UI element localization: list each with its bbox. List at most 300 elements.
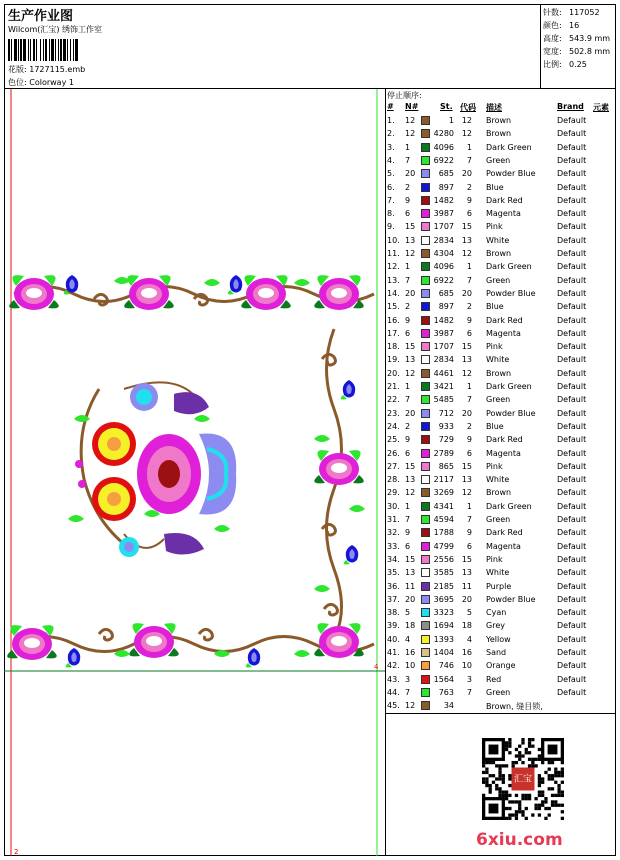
row-stitches: 4096 — [433, 262, 454, 272]
row-stitches: 2185 — [433, 581, 454, 591]
color-swatch — [421, 582, 430, 591]
row-description: Dark Green — [486, 501, 532, 511]
color-swatch — [421, 209, 430, 218]
row-index: 30. — [387, 501, 400, 511]
row-description: Powder Blue — [486, 408, 536, 418]
row-brand: Default — [557, 448, 587, 458]
row-needle: 10 — [405, 661, 416, 671]
row-brand: Default — [557, 182, 587, 192]
row-needle: 18 — [405, 621, 416, 631]
row-stitches: 1564 — [433, 674, 454, 684]
barcode — [8, 39, 118, 61]
row-stitches: 897 — [438, 182, 454, 192]
row-stitches: 3585 — [433, 568, 454, 578]
row-brand: Default — [557, 169, 587, 179]
row-stitches: 4096 — [433, 142, 454, 152]
row-brand: Default — [557, 648, 587, 657]
row-description: White — [486, 475, 510, 485]
col-element-header: 元素 — [593, 103, 609, 112]
stat-width: 宽度: 502.8 mm — [543, 47, 611, 56]
row-code: 4 — [466, 634, 472, 644]
legend-row — [386, 501, 616, 514]
row-brand: Default — [557, 488, 587, 498]
row-description: Powder Blue — [486, 594, 536, 604]
col-stitches-header: St. — [440, 102, 453, 111]
row-code: 9 — [466, 315, 472, 325]
row-code: 1 — [466, 262, 472, 272]
row-needle: 1 — [405, 142, 411, 152]
row-stitches: 5485 — [433, 395, 454, 405]
right-border — [314, 329, 365, 639]
row-description: Green — [486, 395, 511, 405]
row-stitches: 4594 — [433, 515, 454, 524]
row-brand: Default — [557, 581, 587, 591]
row-stitches: 2834 — [433, 235, 454, 245]
row-index: 21. — [387, 382, 400, 391]
row-code: 12 — [461, 129, 472, 139]
color-swatch — [421, 542, 430, 551]
qr-code — [482, 738, 564, 820]
row-brand: Default — [557, 209, 587, 219]
color-swatch — [421, 462, 430, 471]
row-index: 17. — [387, 328, 400, 338]
row-code: 15 — [461, 461, 472, 471]
legend-row — [386, 687, 616, 700]
row-needle: 7 — [405, 687, 411, 697]
marker-bottom: 2 — [14, 848, 19, 856]
thread-legend — [386, 89, 616, 713]
row-needle: 2 — [405, 302, 411, 312]
row-stitches: 3323 — [433, 608, 454, 618]
row-brand: Default — [557, 342, 587, 352]
row-description: Green — [486, 275, 511, 285]
row-needle: 13 — [405, 568, 416, 578]
marker-top: 4 — [374, 663, 379, 671]
row-brand: Default — [557, 674, 587, 684]
legend-row — [386, 142, 616, 155]
row-needle: 1 — [405, 382, 411, 391]
row-description: Pink — [486, 222, 503, 232]
color-swatch — [421, 595, 430, 604]
row-stitches: 3269 — [433, 488, 454, 498]
row-code: 13 — [461, 568, 472, 578]
row-stitches: 685 — [438, 169, 454, 179]
row-needle: 15 — [405, 554, 416, 564]
color-swatch — [421, 289, 430, 298]
color-swatch — [421, 502, 430, 511]
row-description: Pink — [486, 461, 503, 471]
row-stitches: 1707 — [433, 222, 454, 232]
row-brand: Default — [557, 687, 587, 697]
row-index: 35. — [387, 568, 400, 578]
legend-row — [386, 554, 616, 567]
row-index: 20. — [387, 368, 400, 378]
color-swatch — [421, 555, 430, 564]
row-index: 12. — [387, 262, 400, 272]
legend-row — [386, 634, 616, 647]
row-description: Magenta — [486, 541, 521, 551]
row-stitches: 4799 — [433, 541, 454, 551]
stat-height: 高度: 543.9 mm — [543, 34, 611, 43]
row-stitches: 2789 — [433, 448, 454, 458]
row-code: 15 — [461, 222, 472, 232]
legend-row — [386, 115, 616, 128]
row-stitches: 897 — [438, 302, 454, 312]
row-stitches: 1707 — [433, 342, 454, 352]
row-description: Brown — [486, 116, 512, 125]
colorway-value: Colorway 1 — [29, 78, 74, 87]
color-swatch — [421, 355, 430, 364]
color-swatch — [421, 156, 430, 165]
row-description: Dark Red — [486, 528, 523, 538]
row-index: 34. — [387, 554, 400, 564]
row-index: 22. — [387, 395, 400, 405]
row-description: Magenta — [486, 448, 521, 458]
row-description: Powder Blue — [486, 288, 536, 298]
colorway — [8, 77, 74, 88]
row-description: Green — [486, 687, 511, 697]
legend-row — [386, 261, 616, 274]
row-brand: Default — [557, 608, 587, 618]
row-code: 9 — [466, 435, 472, 445]
color-swatch — [421, 648, 430, 657]
row-stitches: 1404 — [433, 648, 454, 657]
page-title: 生产作业图 — [8, 9, 74, 24]
row-needle: 13 — [405, 475, 416, 485]
row-stitches: 2117 — [433, 475, 454, 485]
row-code: 18 — [461, 621, 472, 631]
row-index: 38. — [387, 608, 400, 618]
row-index: 15. — [387, 302, 400, 312]
legend-row — [386, 155, 616, 168]
legend-row — [386, 567, 616, 580]
color-swatch — [421, 475, 430, 484]
legend-row — [386, 674, 616, 687]
row-description: Magenta — [486, 209, 521, 219]
col-idx-header: # — [387, 102, 394, 111]
row-brand: Default — [557, 382, 587, 391]
row-index: 26. — [387, 448, 400, 458]
row-needle: 6 — [405, 448, 411, 458]
row-index: 28. — [387, 475, 400, 485]
row-needle: 15 — [405, 342, 416, 352]
row-brand: Default — [557, 249, 587, 258]
row-stitches: 685 — [438, 288, 454, 298]
row-description: Yellow — [486, 634, 511, 644]
legend-row — [386, 408, 616, 421]
row-description: Dark Green — [486, 382, 532, 391]
color-swatch — [421, 169, 430, 178]
row-index: 6. — [387, 182, 395, 192]
row-index: 1. — [387, 116, 395, 125]
row-code: 2 — [466, 421, 472, 431]
row-index: 25. — [387, 435, 400, 445]
legend-row — [386, 647, 616, 660]
row-brand: Default — [557, 288, 587, 298]
row-needle: 7 — [405, 395, 411, 405]
row-needle: 16 — [405, 648, 416, 657]
legend-row — [386, 381, 616, 394]
legend-divider — [386, 713, 616, 714]
row-description: White — [486, 568, 510, 578]
row-index: 37. — [387, 594, 400, 604]
row-stitches: 2834 — [433, 355, 454, 365]
row-code: 7 — [466, 395, 472, 405]
legend-row — [386, 168, 616, 181]
row-brand: Default — [557, 594, 587, 604]
row-brand: Default — [557, 222, 587, 232]
row-brand: Default — [557, 315, 587, 325]
row-index: 24. — [387, 421, 400, 431]
row-index: 29. — [387, 488, 400, 498]
row-brand: Default — [557, 395, 587, 405]
site-logo: 6xiu.com — [476, 830, 563, 850]
color-swatch — [421, 262, 430, 271]
row-stitches: 6922 — [433, 275, 454, 285]
color-swatch — [421, 129, 430, 138]
row-description: Pink — [486, 554, 503, 564]
legend-row — [386, 434, 616, 447]
row-code: 16 — [461, 648, 472, 657]
color-swatch — [421, 608, 430, 617]
row-index: 16. — [387, 315, 400, 325]
embroidery-preview — [4, 89, 385, 856]
row-description: Blue — [486, 421, 504, 431]
legend-row — [386, 128, 616, 141]
row-stitches: 3421 — [433, 382, 454, 391]
row-brand: Default — [557, 435, 587, 445]
row-brand: Default — [557, 328, 587, 338]
row-brand: Default — [557, 554, 587, 564]
row-code: 5 — [466, 608, 472, 618]
row-index: 39. — [387, 621, 400, 631]
legend-row — [386, 341, 616, 354]
color-swatch — [421, 395, 430, 404]
row-index: 42. — [387, 661, 400, 671]
legend-row — [386, 527, 616, 540]
row-index: 36. — [387, 581, 400, 591]
row-stitches: 3695 — [433, 594, 454, 604]
color-swatch — [421, 528, 430, 537]
row-brand: Default — [557, 129, 587, 139]
legend-row — [386, 581, 616, 594]
row-code: 1 — [466, 142, 472, 152]
row-brand: Default — [557, 515, 587, 524]
legend-row — [386, 248, 616, 261]
legend-row — [386, 301, 616, 314]
row-index: 40. — [387, 634, 400, 644]
row-code: 20 — [461, 408, 472, 418]
row-index: 41. — [387, 648, 400, 657]
row-brand: Default — [557, 541, 587, 551]
row-description: Orange — [486, 661, 516, 671]
color-swatch — [421, 183, 430, 192]
row-brand: Default — [557, 275, 587, 285]
legend-row — [386, 368, 616, 381]
row-brand: Default — [557, 661, 587, 671]
row-stitches: 763 — [438, 687, 454, 697]
row-stitches: 2556 — [433, 554, 454, 564]
qr-code-graphic — [482, 738, 564, 820]
row-index: 19. — [387, 355, 400, 365]
row-code: 9 — [466, 528, 472, 538]
col-desc-header: 描述 — [486, 103, 502, 112]
row-stitches: 4304 — [433, 249, 454, 258]
row-description: White — [486, 235, 510, 245]
stat-stitches: 针数: 117052 — [543, 8, 600, 17]
row-brand: Default — [557, 142, 587, 152]
row-code: 7 — [466, 515, 472, 524]
row-code: 6 — [466, 541, 472, 551]
row-stitches: 1 — [448, 116, 454, 125]
row-description: Brown, 缝目锁, — [486, 702, 543, 712]
legend-row — [386, 354, 616, 367]
legend-row — [386, 288, 616, 301]
row-brand: Default — [557, 408, 587, 418]
row-code: 12 — [461, 368, 472, 378]
color-swatch — [421, 316, 430, 325]
legend-row — [386, 235, 616, 248]
row-description: Brown — [486, 488, 512, 498]
row-code: 13 — [461, 235, 472, 245]
row-brand: Default — [557, 475, 587, 485]
legend-row — [386, 182, 616, 195]
color-swatch — [421, 302, 430, 311]
row-index: 11. — [387, 249, 400, 258]
row-stitches: 1482 — [433, 195, 454, 205]
row-needle: 7 — [405, 155, 411, 165]
row-stitches: 3987 — [433, 328, 454, 338]
color-swatch — [421, 688, 430, 697]
row-code: 9 — [466, 195, 472, 205]
row-stitches: 4461 — [433, 368, 454, 378]
col-brand-header: Brand — [557, 102, 584, 111]
row-needle: 12 — [405, 116, 416, 125]
row-stitches: 1788 — [433, 528, 454, 538]
row-index: 31. — [387, 515, 400, 524]
row-brand: Default — [557, 368, 587, 378]
row-code: 10 — [461, 661, 472, 671]
row-needle: 13 — [405, 355, 416, 365]
row-needle: 9 — [405, 195, 411, 205]
qr-stamp-text: 汇宝 — [513, 774, 533, 785]
color-swatch — [421, 236, 430, 245]
row-description: White — [486, 355, 510, 365]
row-needle: 6 — [405, 209, 411, 219]
row-stitches: 746 — [438, 661, 454, 671]
color-swatch — [421, 435, 430, 444]
row-brand: Default — [557, 528, 587, 538]
row-needle: 6 — [405, 328, 411, 338]
row-description: Purple — [486, 581, 512, 591]
row-needle: 20 — [405, 594, 416, 604]
color-swatch — [421, 621, 430, 630]
row-code: 12 — [461, 116, 472, 125]
row-brand: Default — [557, 235, 587, 245]
header-info — [5, 5, 540, 88]
row-needle: 20 — [405, 288, 416, 298]
row-code: 12 — [461, 249, 472, 258]
row-index: 14. — [387, 288, 400, 298]
row-needle: 13 — [405, 235, 416, 245]
row-brand: Default — [557, 355, 587, 365]
legend-row — [386, 620, 616, 633]
row-brand: Default — [557, 302, 587, 312]
legend-row — [386, 461, 616, 474]
row-index: 32. — [387, 528, 400, 538]
legend-row — [386, 208, 616, 221]
row-brand: Default — [557, 461, 587, 471]
row-code: 20 — [461, 594, 472, 604]
color-swatch — [421, 116, 430, 125]
color-swatch — [421, 409, 430, 418]
row-needle: 6 — [405, 541, 411, 551]
legend-row — [386, 221, 616, 234]
stat-scale: 比例: 0.25 — [543, 60, 587, 69]
row-needle: 3 — [405, 674, 411, 684]
color-swatch — [421, 449, 430, 458]
row-needle: 2 — [405, 421, 411, 431]
legend-row — [386, 328, 616, 341]
row-index: 4. — [387, 155, 395, 165]
legend-row — [386, 487, 616, 500]
row-description: Dark Red — [486, 315, 523, 325]
row-description: Magenta — [486, 328, 521, 338]
stat-colors: 颜色: 16 — [543, 21, 580, 30]
row-code: 2 — [466, 182, 472, 192]
design-file — [8, 64, 85, 75]
legend-title: 停止顺序: — [387, 91, 422, 100]
row-description: Dark Red — [486, 195, 523, 205]
color-swatch — [421, 661, 430, 670]
col-code-header: 代码 — [460, 103, 476, 112]
row-description: Brown — [486, 368, 512, 378]
row-description: Green — [486, 515, 511, 524]
color-swatch — [421, 422, 430, 431]
color-swatch — [421, 249, 430, 258]
design-value: 1727115.emb — [29, 65, 86, 74]
row-code: 20 — [461, 288, 472, 298]
row-needle: 12 — [405, 488, 416, 498]
row-needle: 12 — [405, 249, 416, 258]
color-swatch — [421, 196, 430, 205]
row-brand: Default — [557, 116, 587, 125]
color-swatch — [421, 382, 430, 391]
row-needle: 9 — [405, 528, 411, 538]
row-code: 13 — [461, 355, 472, 365]
row-needle: 12 — [405, 129, 416, 139]
row-needle: 7 — [405, 275, 411, 285]
legend-row — [386, 594, 616, 607]
row-index: 43. — [387, 674, 400, 684]
row-index: 5. — [387, 169, 395, 179]
row-description: Red — [486, 674, 502, 684]
row-code: 6 — [466, 448, 472, 458]
row-needle: 9 — [405, 435, 411, 445]
color-swatch — [421, 701, 430, 710]
legend-row — [386, 421, 616, 434]
legend-row — [386, 394, 616, 407]
color-swatch — [421, 635, 430, 644]
row-stitches: 712 — [438, 408, 454, 418]
color-swatch — [421, 369, 430, 378]
legend-row — [386, 607, 616, 620]
row-needle: 2 — [405, 182, 411, 192]
row-index: 33. — [387, 541, 400, 551]
col-needle-header: N# — [405, 102, 419, 111]
color-swatch — [421, 222, 430, 231]
row-code: 7 — [466, 275, 472, 285]
